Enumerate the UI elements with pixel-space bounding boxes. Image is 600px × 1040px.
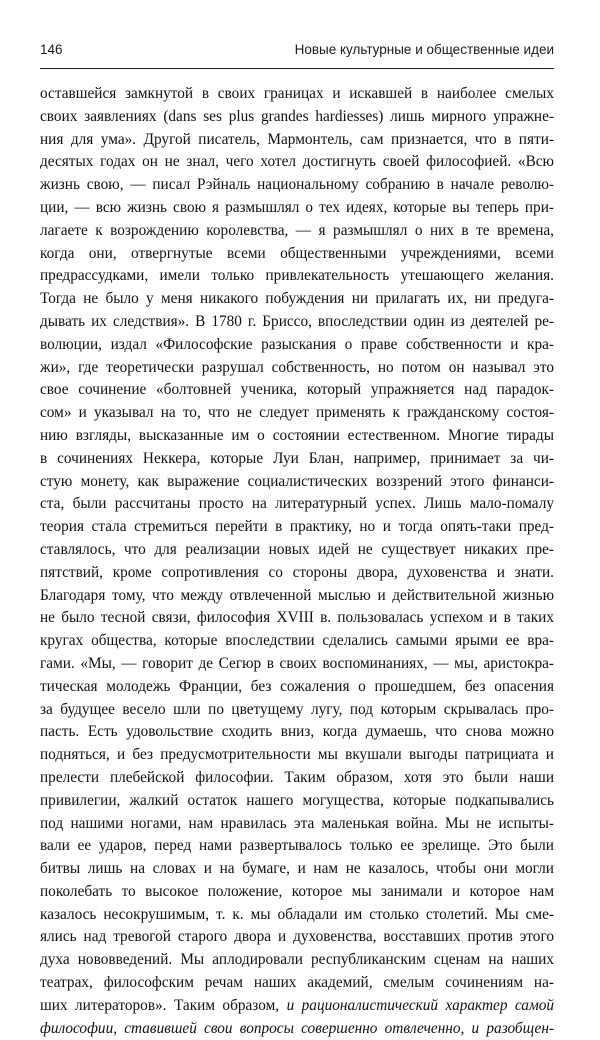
text-line xyxy=(40,926,554,949)
text-line-content: теория стала стремиться перейти в практику, но и тогда опять-таки пред- xyxy=(40,518,554,536)
text-line xyxy=(40,630,554,653)
text-line-content: гами. «Мы, — говорит де Сегюр в своих воспоминаниях, — мы, аристокра- xyxy=(40,654,554,672)
text-line-content: ялись над тревогой старого двора и духовенства, восставших против этого xyxy=(40,928,554,946)
text-line-content: прелести плебейской философии. Таким образом, хотя это были наши xyxy=(40,768,554,786)
text-line-content: битвы лишь на словах и на бумаге, и нам не казалось, чтобы они могли xyxy=(40,860,554,878)
text-line xyxy=(40,425,554,448)
text-line xyxy=(40,197,554,220)
page-number: 146 xyxy=(40,42,63,57)
text-line xyxy=(40,813,554,836)
text-line-content: духа нововведений. Мы аплодировали республиканским сценам на наших xyxy=(40,951,554,969)
text-line-content: за будущее весело шли по цветущему лугу, под которым скрывалась про- xyxy=(40,700,554,718)
text-line xyxy=(40,1018,554,1040)
text-line xyxy=(40,790,554,813)
header-rule xyxy=(40,68,554,69)
text-line xyxy=(40,471,554,494)
text-line-content: жизнь свою, — писал Рэйналь национальному собранию в начале револю- xyxy=(40,176,554,194)
text-line-content: театрах, философским речам наших академий, смелым сочинениям на- xyxy=(40,974,554,992)
text-line xyxy=(40,265,554,288)
text-line xyxy=(40,972,554,995)
text-line xyxy=(40,493,554,516)
text-line-content: лагаете к возрождению королевства, — я размышлял о них в те времена, xyxy=(40,221,554,239)
text-line-content: под нашими ногами, нам нравилась эта маленькая война. Мы не испыты- xyxy=(40,814,554,832)
text-line-content: нию взгляды, высказанные им о состоянии естественном. Многие тирады xyxy=(40,426,554,444)
text-line xyxy=(40,858,554,881)
text-line xyxy=(40,311,554,334)
text-line xyxy=(40,516,554,539)
text-line xyxy=(40,129,554,152)
text-line-content: казалось несокрушимым, т. к. мы обладали им столько столетий. Мы сме- xyxy=(40,905,554,923)
text-line-italic-tail: и рационалистический характер самой xyxy=(286,996,554,1014)
text-line-content: десятых годах он не знал, чего хотел достигнуть своей философией. «Всю xyxy=(40,153,554,171)
text-line xyxy=(40,220,554,243)
text-line xyxy=(40,607,554,630)
text-line xyxy=(40,744,554,767)
text-line-content: сом» и указывал на то, что не следует применять к гражданскому состоя- xyxy=(40,404,554,422)
text-line xyxy=(40,106,554,129)
text-line-content: ставлялось, что для реализации новых идей не существует никаких пре- xyxy=(40,540,554,558)
text-line xyxy=(40,881,554,904)
text-line xyxy=(40,767,554,790)
text-line xyxy=(40,539,554,562)
text-line-content: ния для ума». Другой писатель, Мармонтель, сам признается, что в пяти- xyxy=(40,130,554,148)
text-line-content: предрассудками, имели только привлекательность утешающего желания. xyxy=(40,267,554,285)
text-line-content: свое сочинение «болтовней ученика, который упражняется над парадок- xyxy=(40,381,554,399)
text-line xyxy=(40,904,554,927)
running-head: Новые культурные и общественные идеи xyxy=(294,42,554,57)
text-line xyxy=(40,402,554,425)
text-line-content: подняться, и без предусмотрительности мы вкушали выгоды патрициата и xyxy=(40,746,554,764)
text-line xyxy=(40,653,554,676)
text-line xyxy=(40,151,554,174)
text-line xyxy=(40,835,554,858)
text-line-content: ста, были рассчитаны просто на литературный успех. Лишь мало-помалу xyxy=(40,495,554,513)
text-line xyxy=(40,243,554,266)
text-line xyxy=(40,562,554,585)
text-line-content: пятствий, кроме сопротивления со стороны двора, духовенства и знати. xyxy=(40,563,554,581)
page-header xyxy=(40,42,554,66)
text-line-content: вали ее ударов, перед нами развертывалось только ее зрелище. Это были xyxy=(40,837,554,855)
text-line xyxy=(40,334,554,357)
text-line xyxy=(40,174,554,197)
text-line xyxy=(40,448,554,471)
text-line xyxy=(40,357,554,380)
text-line-content: волюции, издал «Философские разыскания о праве собственности и кра- xyxy=(40,335,554,353)
text-line-content: Благодаря тому, что между отвлеченной мыслью и действительной жизнью xyxy=(40,586,554,604)
text-line-content: Тогда не было у меня никакого побуждения ни прилагать их, ни предуга- xyxy=(40,290,554,308)
text-line-content: ции, — всю жизнь свою я размышлял о тех идеях, которые вы теперь при- xyxy=(40,198,554,216)
text-line xyxy=(40,676,554,699)
text-line-content: когда они, отвергнутые всеми общественными учреждениями, всеми xyxy=(40,244,554,262)
text-line xyxy=(40,83,554,106)
text-line-content: пасть. Есть удовольствие сходить вниз, когда думаешь, что снова можно xyxy=(40,723,554,741)
text-line-content: стую монету, как выражение социалистических воззрений этого финанси- xyxy=(40,472,554,490)
text-line-content: привилегии, жалкий остаток нашего могущества, которые подкапывались xyxy=(40,791,554,809)
text-line xyxy=(40,721,554,744)
text-line xyxy=(40,949,554,972)
text-line xyxy=(40,585,554,608)
text-line-content: оставшейся замкнутой в своих границах и искавшей в наиболее смелых xyxy=(40,85,554,102)
text-line xyxy=(40,379,554,402)
text-line-content: философии, ставившей свои вопросы совершенно отвлеченно, и разобщен- xyxy=(40,1019,554,1037)
text-line-content: ших литераторов». Таким образом, xyxy=(40,996,287,1014)
text-line xyxy=(40,995,554,1018)
text-line-content: поколебать то высокое положение, которое мы занимали и которое нам xyxy=(40,882,554,900)
body-text xyxy=(40,83,554,1040)
text-line-content: жи», где теоретически разрушал собственность, но потом он называл это xyxy=(40,358,554,376)
text-line-content: дывать их следствия». В 1780 г. Бриссо, впоследствии один из деятелей ре- xyxy=(40,312,554,330)
text-line-content: в сочинениях Неккера, которые Луи Блан, например, принимает за чи- xyxy=(40,449,554,467)
text-line xyxy=(40,699,554,722)
text-line-content: тическая молодежь Франции, без сожаления о прошедшем, без опасения xyxy=(40,677,554,695)
text-line xyxy=(40,288,554,311)
text-line-content: своих заявлениях (dans ses plus grandes hardiesses) лишь мирного упражне- xyxy=(40,107,554,125)
text-line-content: не было тесной связи, философия XVIII в. пользовалась успехом и в таких xyxy=(40,609,554,627)
text-line-content: кругах общества, которые впоследствии сделались самыми ярыми ее вра- xyxy=(40,632,554,650)
